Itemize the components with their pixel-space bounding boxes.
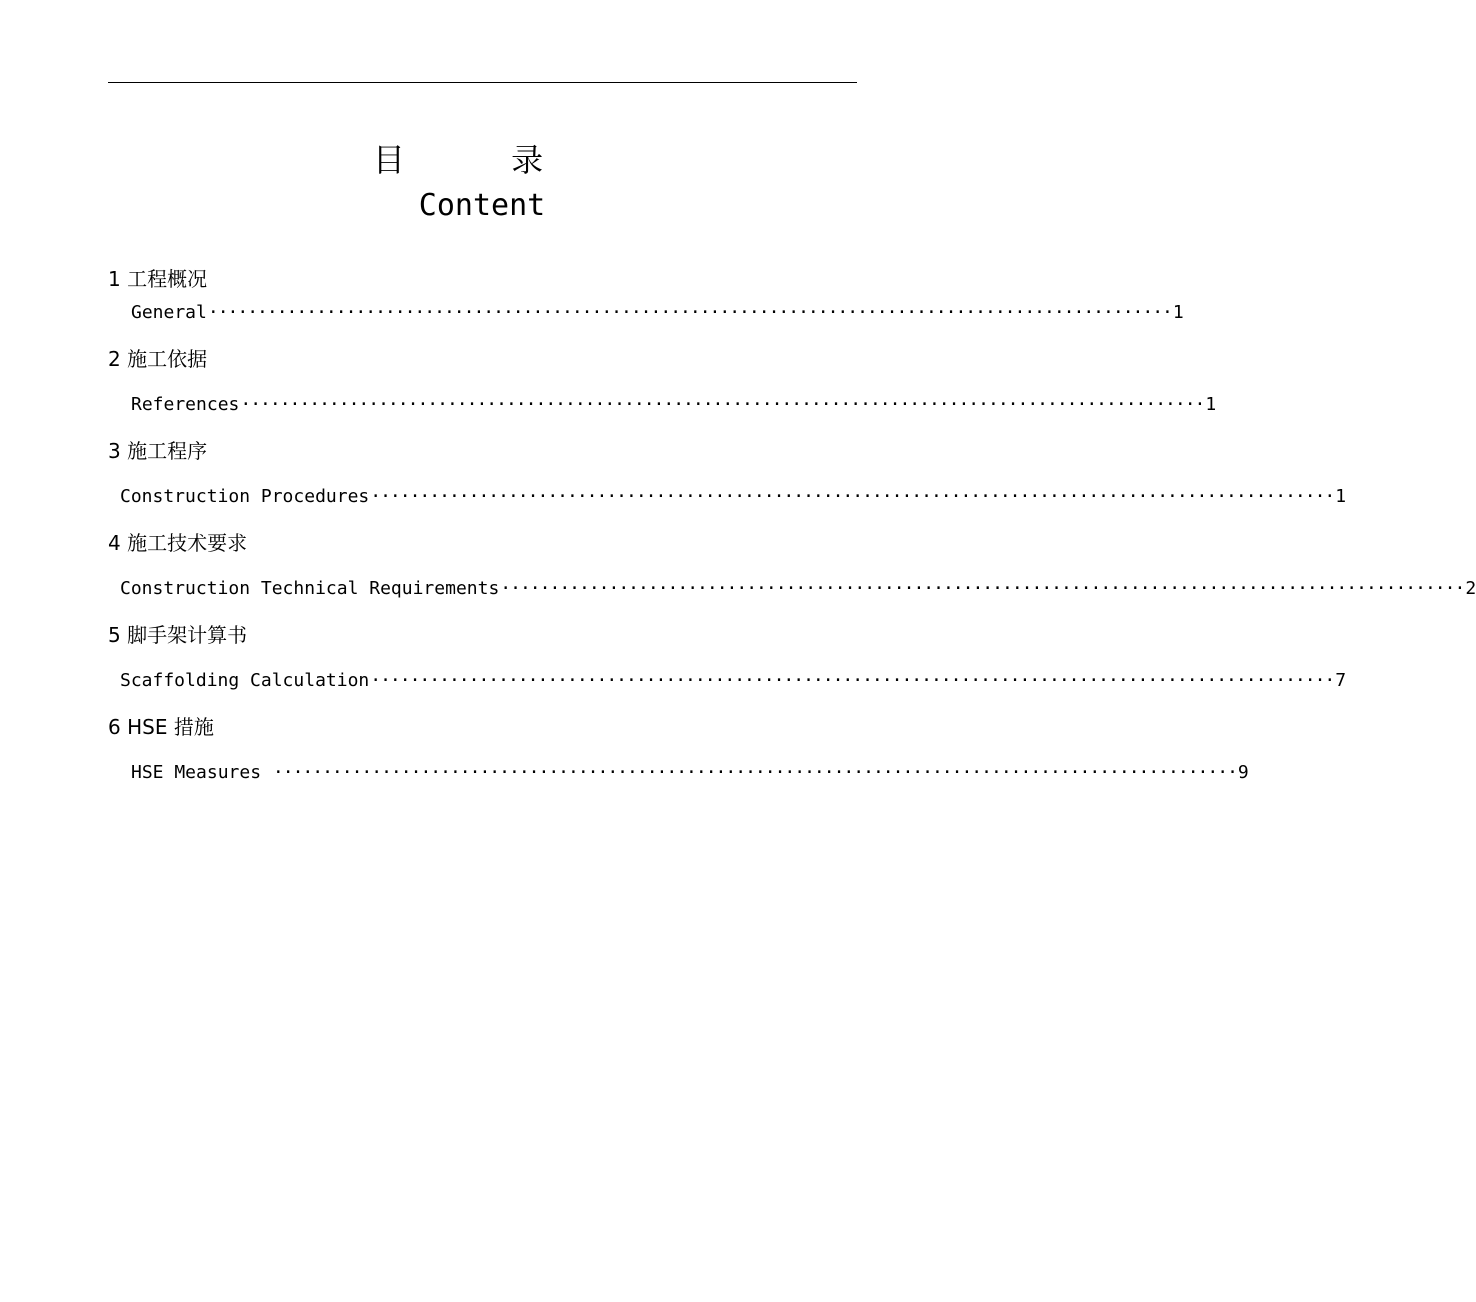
toc-section-number: 4 (108, 531, 121, 555)
toc-page-number: 1 (1172, 302, 1184, 323)
toc-page-number: 2 (1465, 578, 1476, 599)
toc-dot-leader: ·································································································· (370, 486, 1335, 507)
toc-section-number: 1 (108, 267, 121, 291)
toc-page-number: 7 (1335, 670, 1347, 691)
toc-section-title-cn: HSE 措施 (127, 715, 214, 739)
toc-section-number: 2 (108, 347, 121, 371)
toc-entry-scaffolding-calculation[interactable] (120, 668, 1347, 694)
toc-entry-general[interactable] (131, 300, 1184, 326)
toc-title-chinese: 目 录 (372, 141, 592, 179)
toc-section-title-cn: 工程概况 (127, 267, 208, 291)
toc-dot-leader: ·································································································· (207, 302, 1172, 323)
toc-dot-leader: ·································································································· (240, 394, 1205, 415)
toc-entry-text: Construction Procedures (120, 486, 370, 507)
toc-entry-text: Scaffolding Calculation (120, 670, 370, 691)
header-rule (108, 82, 857, 83)
toc-entry-references[interactable] (131, 392, 1217, 418)
toc-section-2-heading (108, 345, 207, 373)
toc-section-title-cn: 施工程序 (127, 439, 208, 463)
toc-dot-leader: ·································································································· (500, 578, 1465, 599)
toc-section-5-heading (108, 621, 247, 649)
toc-entry-hse-measures[interactable] (131, 760, 1249, 786)
toc-entry-construction-technical-requirements[interactable] (120, 576, 1476, 602)
toc-entry-text: HSE Measures (131, 762, 272, 783)
toc-section-title-cn: 施工依据 (127, 347, 208, 371)
toc-section-6-heading (108, 713, 214, 741)
toc-section-number: 5 (108, 623, 121, 647)
toc-entry-text: References (131, 394, 240, 415)
toc-page-number: 1 (1205, 394, 1217, 415)
toc-title-english: Content (418, 188, 546, 223)
toc-entry-text: Construction Technical Requirements (120, 578, 500, 599)
toc-section-4-heading (108, 529, 247, 557)
toc-page-number: 1 (1335, 486, 1347, 507)
toc-section-number: 6 (108, 715, 121, 739)
toc-section-title-cn: 施工技术要求 (127, 531, 248, 555)
toc-section-1-heading (108, 265, 207, 293)
toc-section-3-heading (108, 437, 207, 465)
toc-entry-text: General (131, 302, 207, 323)
toc-entry-construction-procedures[interactable] (120, 484, 1347, 510)
toc-section-title-cn: 脚手架计算书 (127, 623, 248, 647)
toc-dot-leader: ·································································································· (272, 762, 1237, 783)
toc-page-number: 9 (1237, 762, 1249, 783)
toc-dot-leader: ·································································································· (370, 670, 1335, 691)
toc-section-number: 3 (108, 439, 121, 463)
